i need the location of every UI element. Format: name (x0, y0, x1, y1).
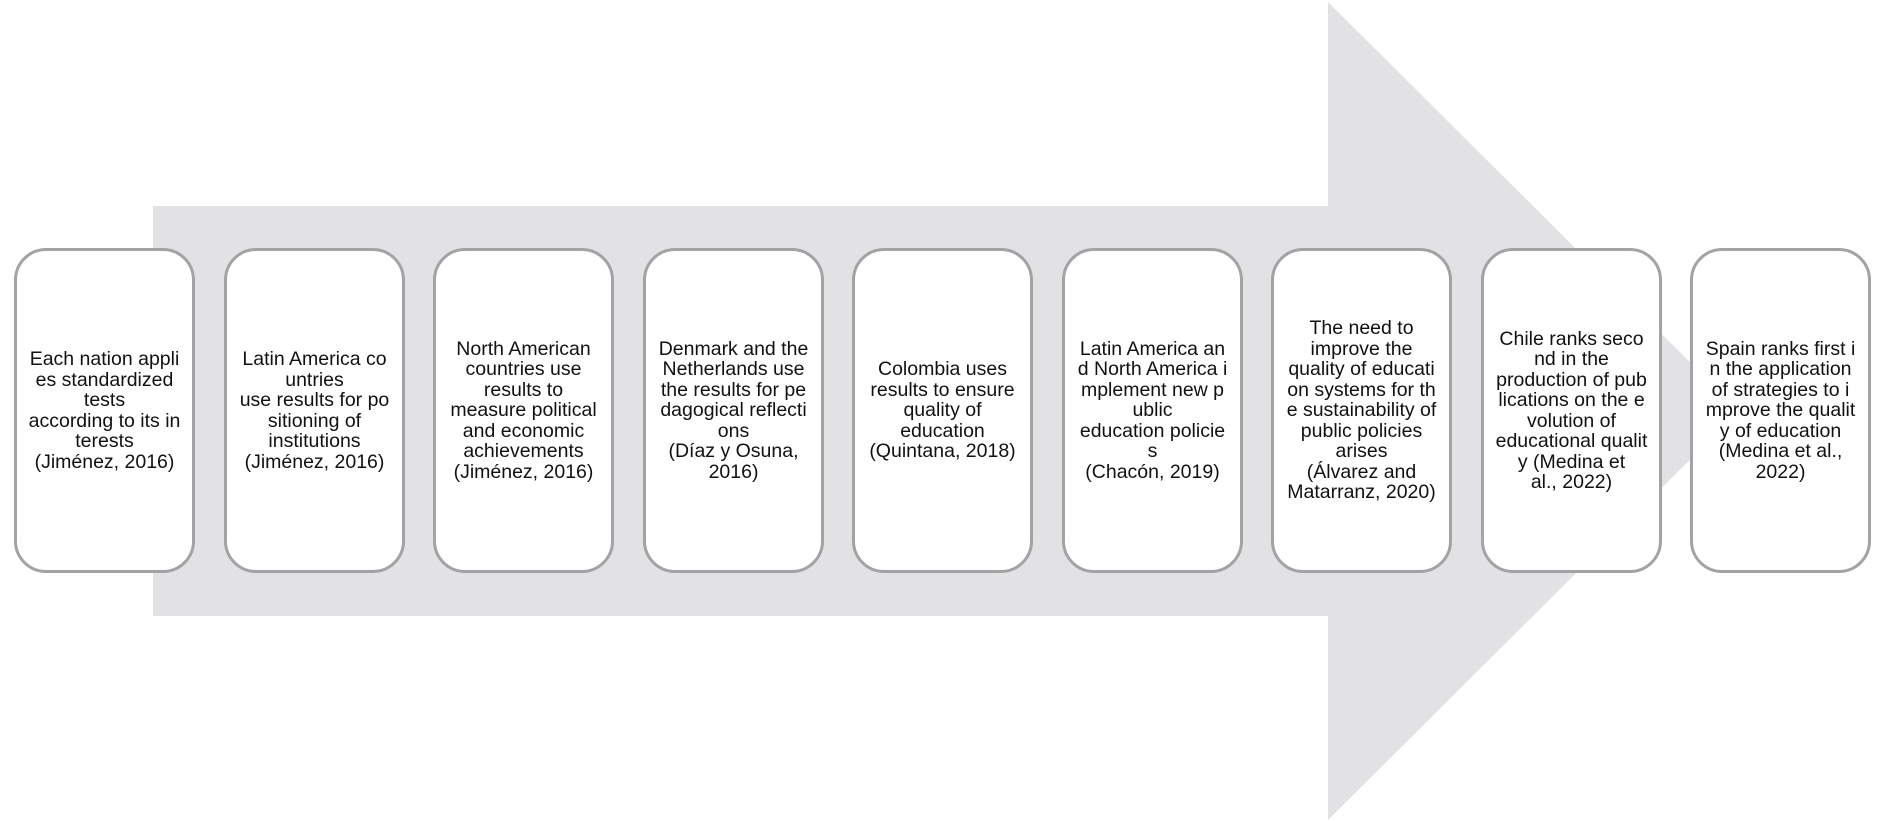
step-card-1 (14, 248, 195, 573)
step-text: Chile ranks seco nd in the production of pub lications on the e volution of educational qualit y (Medina et al., 2022) (1495, 327, 1648, 493)
step-card-5 (852, 248, 1033, 573)
step-card-8 (1481, 248, 1662, 573)
step-card-9 (1690, 248, 1871, 573)
step-text: Each nation appli es standardized tests according to its in terests (Jiménez, 2016) (28, 348, 181, 473)
step-card-2 (224, 248, 405, 573)
step-text: The need to improve the quality of educati on systems for th e sustainability of public policies arises (Álvarez and Matarranz, 2020) (1286, 317, 1437, 504)
step-card-4 (643, 248, 824, 573)
step-text: Spain ranks first i n the application of strategies to i mprove the qualit y of education (Medina et al., 2022) (1705, 337, 1856, 483)
step-text: Latin America co untries use results for po sitioning of institutions (Jiménez, 2016) (239, 348, 390, 473)
step-text: North American countries use results to measure political and economic achievements (Jiménez, 2016) (450, 337, 597, 483)
step-text: Latin America an d North America i mplement new p ublic education policie s (Chacón, 2019) (1077, 337, 1228, 483)
step-card-6 (1062, 248, 1243, 573)
step-text: Colombia uses results to ensure quality of education (Quintana, 2018) (869, 358, 1016, 463)
step-text: Denmark and the Netherlands use the results for pe dagogical reflecti ons (Díaz y Osuna, 2016) (658, 337, 809, 483)
step-card-7 (1271, 248, 1452, 573)
step-card-3 (433, 248, 614, 573)
